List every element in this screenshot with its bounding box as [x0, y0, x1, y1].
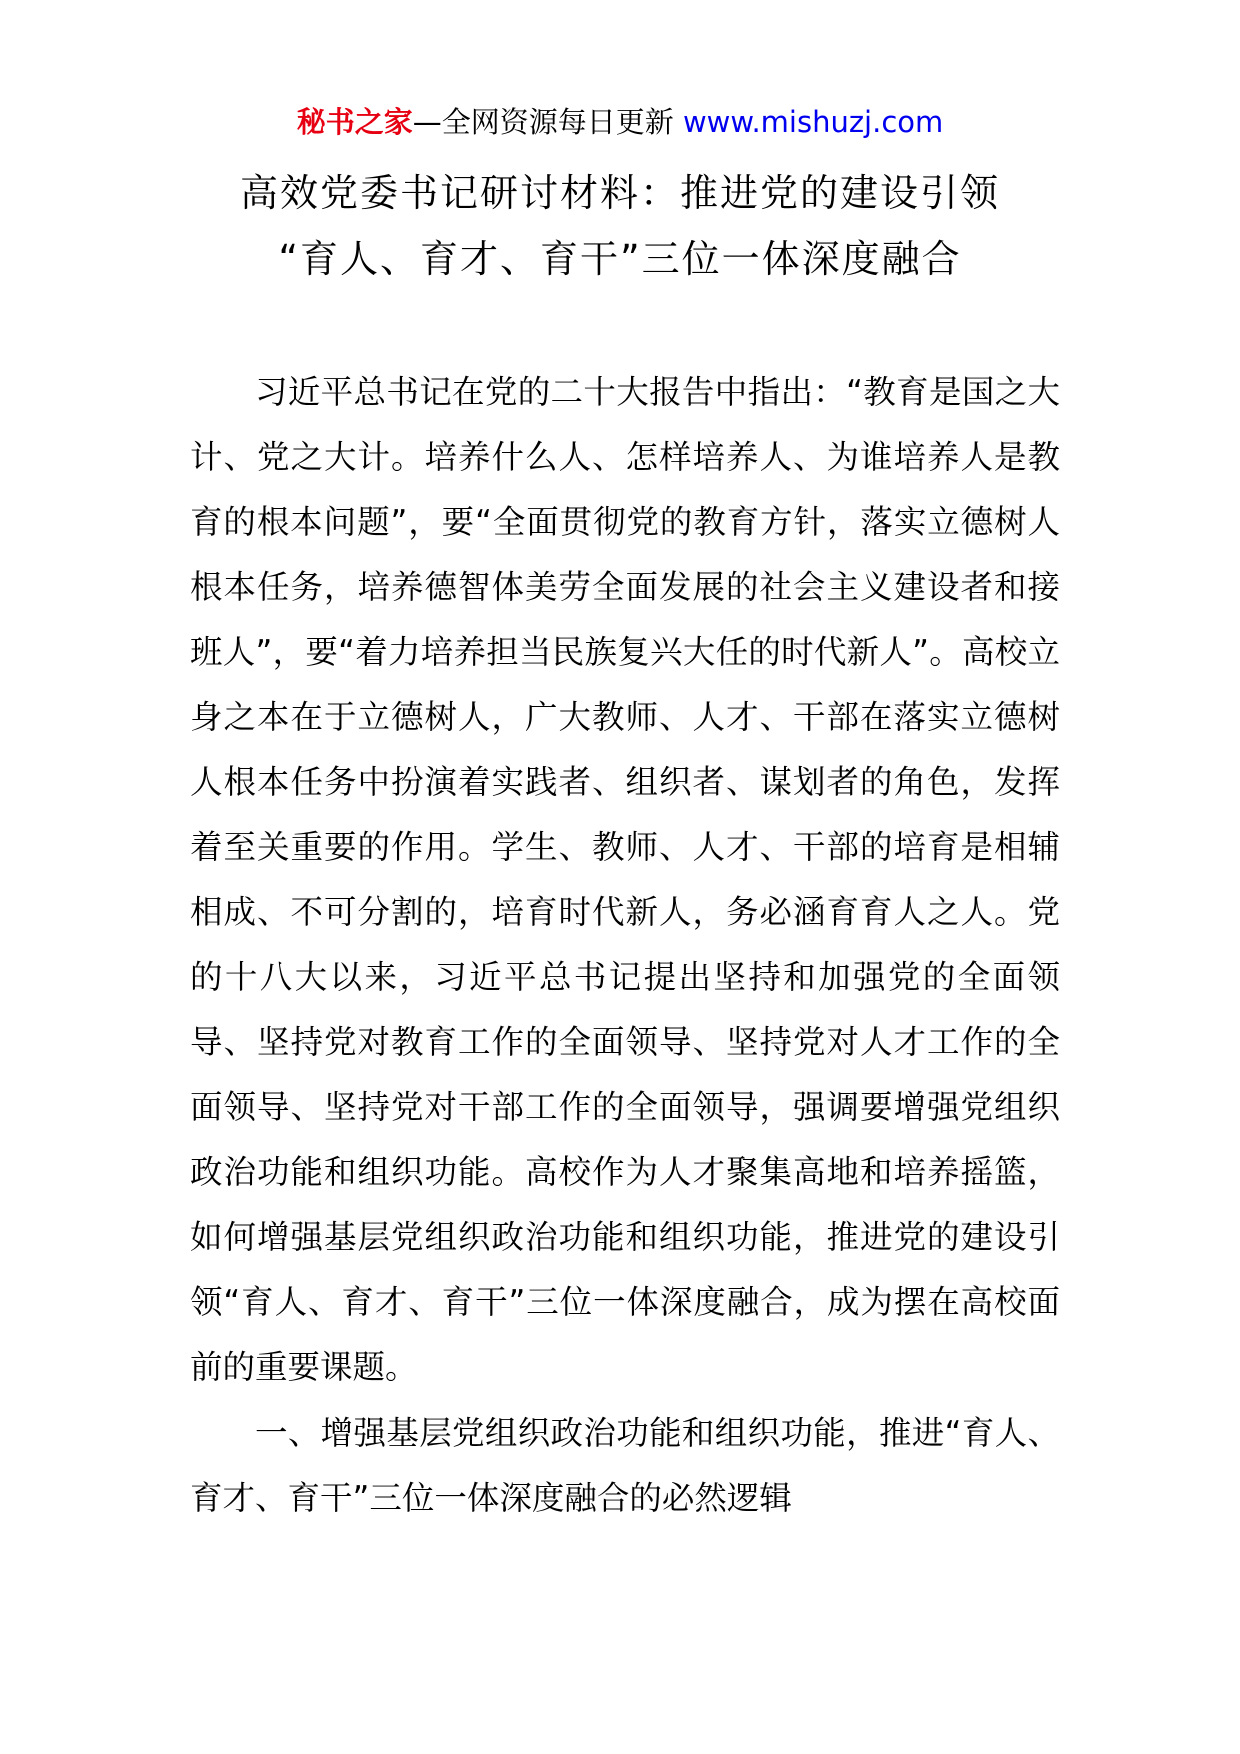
site-header	[0, 100, 1240, 144]
section-heading: 一、增强基层党组织政治功能和组织功能，推进“育人、育才、育干”三位一体深度融合的必然逻辑	[190, 1414, 1060, 1517]
title-line-1: 高效党委书记研讨材料：推进党的建设引领	[239, 171, 1000, 215]
title-line-2: “育人、育才、育干”三位一体深度融合	[278, 237, 962, 281]
document-body	[190, 360, 1060, 1531]
site-brand: 秘书之家	[296, 105, 413, 139]
site-slogan: —全网资源每日更新	[412, 105, 683, 139]
body-paragraph: 习近平总书记在党的二十大报告中指出：“教育是国之大计、党之大计。培养什么人、怎样培养人、为谁培养人是教育的根本问题”，要“全面贯彻党的教育方针，落实立德树人根本任务，培养德智体美劳全面发展的社会主义建设者和接班人”，要“着力培养担当民族复兴大任的时代新人”。高校立身之本在于立德树人，广大教师、人才、干部在落实立德树人根本任务中扮演着实践者、组织者、谋划者的角色，发挥着至关重要的作用。学生、教师、人才、干部的培育是相辅相成、不可分割的，培育时代新人，务必涵育育人之人。党的十八大以来，习近平总书记提出坚持和加强党的全面领导、坚持党对教育工作的全面领导、坚持党对人才工作的全面领导、坚持党对干部工作的全面领导，强调要增强党组织政治功能和组织功能。高校作为人才聚集高地和培养摇篮，如何增强基层党组织政治功能和组织功能，推进党的建设引领“育人、育才、育干”三位一体深度融合，成为摆在高校面前的重要课题。	[190, 373, 1060, 1386]
site-url-link[interactable]: www.mishuzj.com	[682, 105, 944, 139]
document-title	[0, 160, 1240, 292]
